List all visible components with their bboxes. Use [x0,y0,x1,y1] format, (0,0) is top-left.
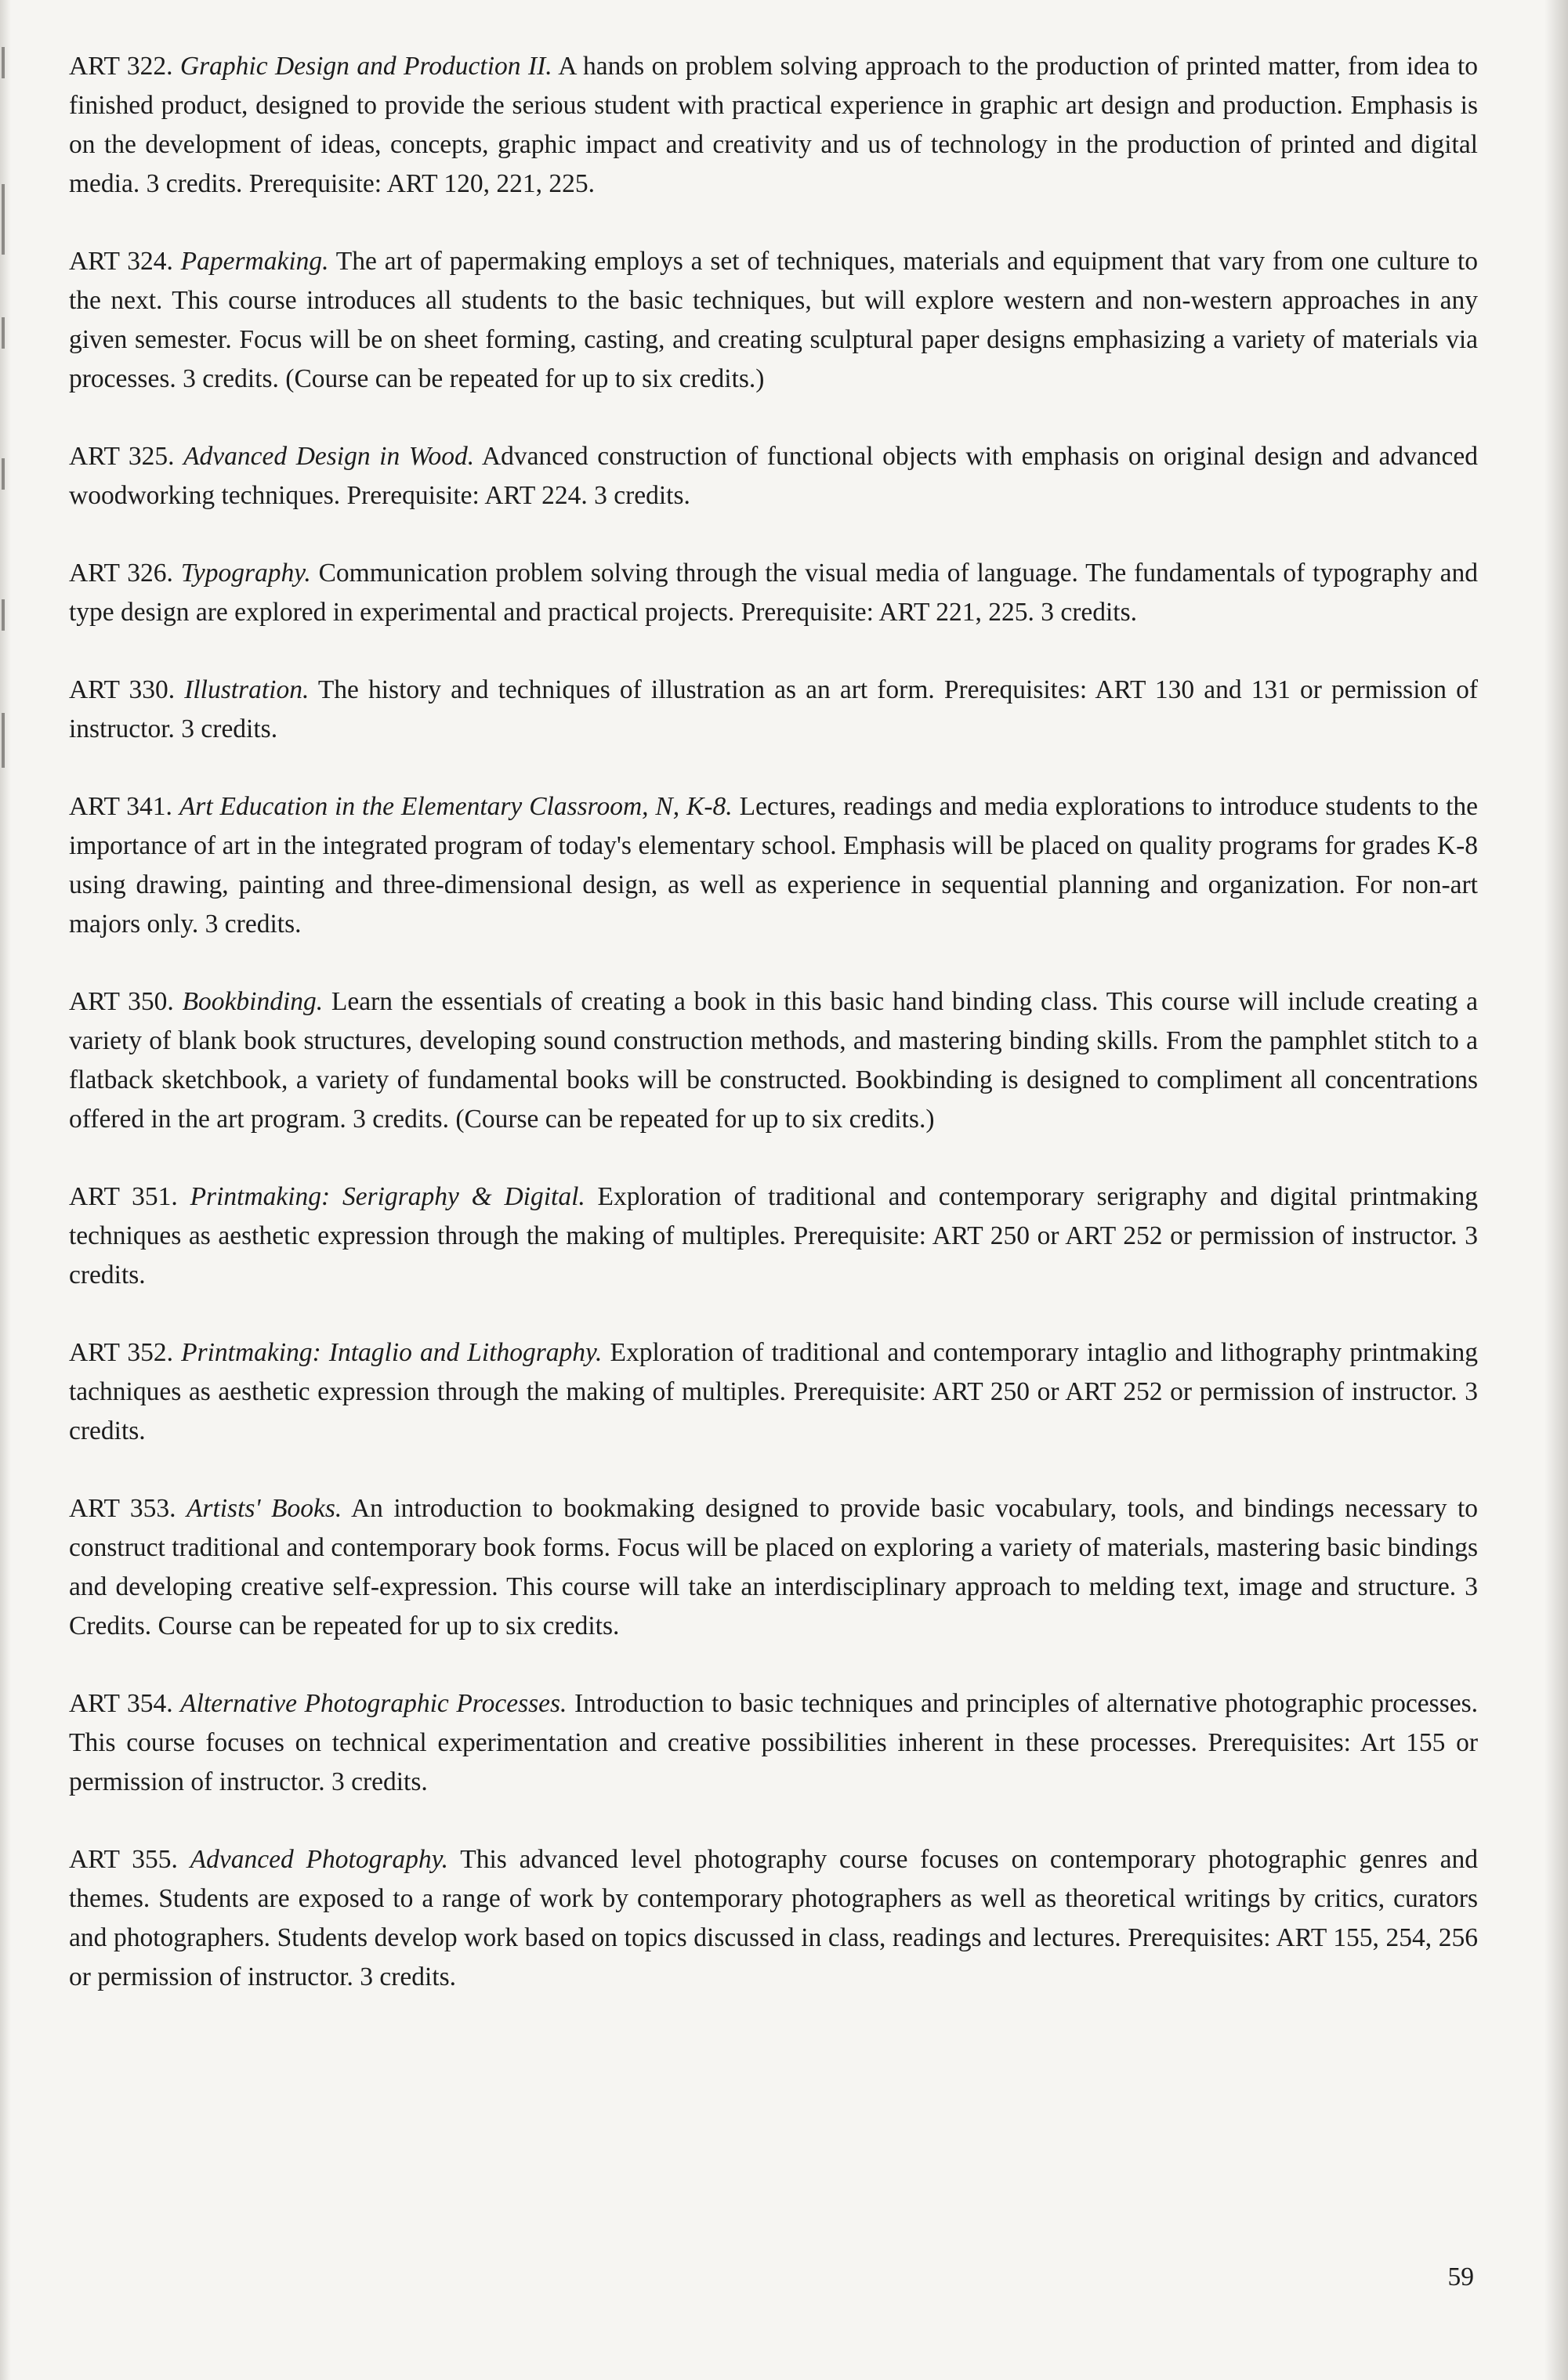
course-entry-art-350 [69,982,1478,1139]
course-description: Exploration of traditional and contemporary serigraphy and digital printmaking techniques as aesthetic expression through the making of multiples. Prerequisite: ART 250 or ART 252 or permission of instructor. 3 credits. [69,1182,1479,1289]
course-title: Advanced Photography. [190,1845,449,1874]
course-entry-art-352 [69,1333,1478,1451]
course-title: Printmaking: Intaglio and Lithography. [181,1338,603,1367]
course-code: ART 351. [69,1182,178,1211]
scan-mark [2,599,5,631]
course-title: Typography. [180,559,311,588]
course-title: Graphic Design and Production II. [179,52,552,81]
course-code: ART 350. [69,987,174,1016]
scan-mark [2,47,5,78]
course-code: ART 326. [69,559,173,588]
scan-edge-right [1544,0,1568,2380]
course-description: Introduction to basic techniques and principles of alternative photographic processes. This course focuses on technical experimentation and creative possibilities inherent in these processes. Prerequisites: Art 155 or permission of instructor. 3 credits. [69,1689,1479,1796]
course-title: Illustration. [184,675,310,704]
course-entry-art-326 [69,554,1478,632]
course-code: ART 341. [69,792,172,821]
course-code: ART 322. [69,52,173,81]
course-description: The art of papermaking employs a set of techniques, materials and equipment that vary from one culture to the next. This course introduces all students to the basic techniques, but will explore western and non-western approaches in any given semester. Focus will be on sheet forming, casting, and creating sculptural paper designs emphasizing a variety of materials via processes. 3 credits. (Course can be repeated for up to six credits.) [69,247,1479,393]
course-title: Artists' Books. [186,1494,342,1523]
course-title: Alternative Photographic Processes. [180,1689,567,1718]
course-code: ART 325. [69,442,175,471]
course-code: ART 355. [69,1845,178,1874]
course-entry-art-353 [69,1489,1478,1646]
course-code: ART 352. [69,1338,174,1367]
course-title: Bookbinding. [182,987,324,1016]
course-description: An introduction to bookmaking designed to provide basic vocabulary, tools, and bindings necessary to construct traditional and contemporary book forms. Focus will be placed on exploring a variety of materials, mastering basic bindings and developing creative self-expression. This course will take an interdisciplinary approach to melding text, image and structure. 3 Credits. Course can be repeated for up to six credits. [69,1494,1479,1640]
course-title: Printmaking: Serigraphy & Digital. [190,1182,585,1211]
scan-mark [2,458,5,490]
scan-mark [2,713,5,768]
course-catalog-page [69,47,1478,2035]
course-description: A hands on problem solving approach to the production of printed matter, from idea to finished product, designed to provide the serious student with practical experience in graphic art design and production. Emphasis is on the development of ideas, concepts, graphic impact and creativity and us of technology in the production of printed and digital media. 3 credits. Prerequisite: ART 120, 221, 225. [69,52,1478,198]
course-entry-art-351 [69,1177,1478,1295]
course-entry-art-354 [69,1684,1478,1802]
course-entry-art-355 [69,1840,1478,1997]
course-entry-art-341 [69,787,1478,944]
course-entry-art-322 [69,47,1478,204]
course-title: Papermaking. [180,247,329,276]
course-title: Advanced Design in Wood. [183,442,475,471]
course-entry-art-325 [69,437,1478,515]
course-code: ART 354. [69,1689,173,1718]
course-title: Art Education in the Elementary Classroom, N, K-8. [179,792,733,821]
course-description: Learn the essentials of creating a book in this basic hand binding class. This course will include creating a variety of blank book structures, developing sound construction methods, and mastering binding skills. From the pamphlet stitch to a flatback sketchbook, a variety of fundamental books will be constructed. Bookbinding is designed to compliment all concentrations offered in the art program. 3 credits. (Course can be repeated for up to six credits.) [69,987,1478,1134]
course-code: ART 324. [69,247,173,276]
course-code: ART 330. [69,675,176,704]
course-description: The history and techniques of illustration as an art form. Prerequisites: ART 130 and 131 or permission of instructor. 3 credits. [69,675,1478,743]
scan-edge-left [0,0,11,2380]
course-description: Communication problem solving through the visual media of language. The fundamentals of typography and type design are explored in experimental and practical projects. Prerequisite: ART 221, 225. 3 credits. [69,559,1478,627]
course-description: This advanced level photography course focuses on contemporary photographic genres and themes. Students are exposed to a range of work by contemporary photographers as well as theoretical writings by critics, curators and photographers. Students develop work based on topics discussed in class, readings and lectures. Prerequisites: ART 155, 254, 256 or permission of instructor. 3 credits. [69,1845,1478,1991]
page-number: 59 [1447,2262,1474,2291]
course-entry-art-330 [69,671,1478,749]
scan-mark [2,317,5,349]
course-description: Lectures, readings and media explorations to introduce students to the importance of art in the integrated program of today's elementary school. Emphasis will be placed on quality programs for grades K-8 using drawing, painting and three-dimensional design, as well as experience in sequential planning and organization. For non-art majors only. 3 credits. [69,792,1479,939]
course-entry-art-324 [69,242,1478,399]
scan-mark [2,184,5,255]
course-description: Advanced construction of functional objects with emphasis on original design and advanced woodworking techniques. Prerequisite: ART 224. 3 credits. [69,442,1478,510]
course-code: ART 353. [69,1494,176,1523]
course-description: Exploration of traditional and contemporary intaglio and lithography printmaking tachniques as aesthetic expression through the making of multiples. Prerequisite: ART 250 or ART 252 or permission of instructor. 3 credits. [69,1338,1478,1445]
